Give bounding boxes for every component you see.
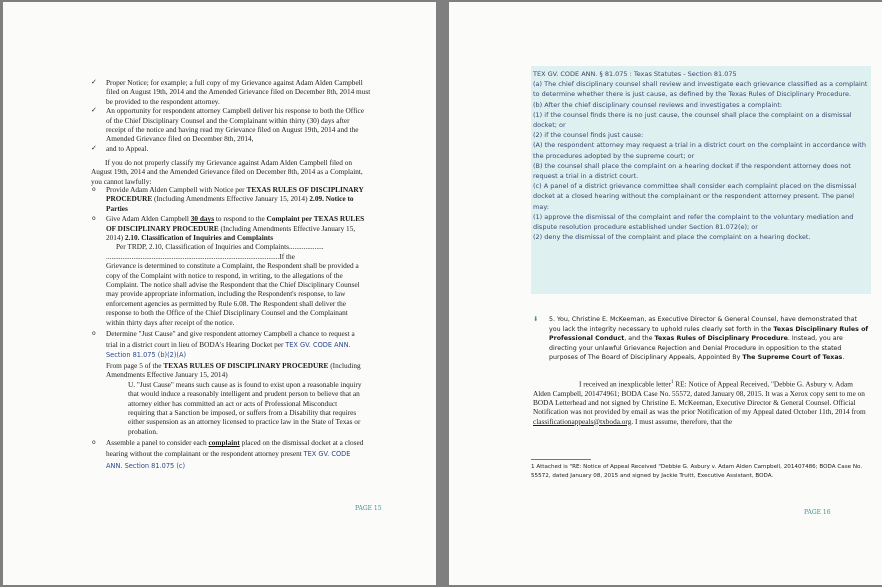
page-16 xyxy=(449,2,882,585)
check-item: ✓ An opportunity for respondent attorney Campbell deliver his response to both the Office of the Chief Disciplinary Counsel and the Complainant within thirty (30) days after receipt of the notice and having read my Grievance filed on August 19th, 2014 and the Amended Grievance filed on December 8th, 2014, xyxy=(91,106,365,144)
bullet-item: o Assemble a panel to consider each complaint placed on the dismissal docket at a closed hearing without the complainant or the respondent attorney present TEX GV. CODE ANN. Section 81.075 (c) xyxy=(92,438,364,471)
bullet-item: o Provide Adam Alden Campbell with Notice per TEXAS RULES OF DISCIPLINARY PROCEDURE (Including Amendments Effective January 15, 2014) 2.09. Notice to Parties xyxy=(92,185,364,213)
circle-bullet-icon: o xyxy=(92,186,96,193)
check-icon: ✓ xyxy=(91,143,97,152)
check-icon: ✓ xyxy=(91,78,97,86)
page-number: PAGE 16 xyxy=(804,509,831,516)
check-list xyxy=(91,78,371,153)
letter-paragraph: I received an inexplicable letter$^1$ RE: Notice of Appeal Received, "Debbie G. Asbury v. Adam Alden Campbell, 201474961; BODA Case No. 55572, dated January 08, 2015. It was a Xerox copy sent to me on BODA Letterhead and not signed by Christine E. McKeeman, Executive Director & General Counsel. Official Notification was not provided by email as was the prior Notification of my Appeal dated October 11th, 2014 from classificationappeals@txboda.org. I must assume, therefore, that the xyxy=(533,379,866,426)
page-15 xyxy=(3,2,436,585)
bullet-item: o Determine "Just Cause" and give respondent attorney Campbell a chance to request a trial in a district court in lieu of BODA's Hearing Docket per TEX GV. CODE ANN. Section 81.075 (b)(2)(A) From page 5 of the TEXAS RULES OF DISCIPLINARY PROCEDURE (Including Amendments Effective January 15, 2014) U. "Just Cause" means such cause as is found to exist upon a reasonable inquiry that would induce a reasonably intelligent and prudent person to believe that an attorney either has committed an act or acts of Professional Misconduct requiring that a Sanction be imposed, or suffers from a Disability that requires either suspension as an attorney licensed to practice law in the State of Texas or probation. xyxy=(92,329,362,436)
bullet-item: o Give Adam Alden Campbell 30 days to respond to the Complaint per TEXAS RULES OF DISCIPLINARY PROCEDURE (Including Amendments Effective January 15, 2014) 2.10. Classification of Inquiries and Complaints Per TRDP, 2.10, Classification of Inquiries and Complaints................... ...............................................................................................If the Grievance is determined to constitute a Complaint, the Respondent shall be provided a copy of the Complaint with notice to respond, in writing, to the allegations of the Complaint. The notice shall advise the Respondent that the Chief Disciplinary Counsel may provide appropriate information, including the Respondent's response, to law enforcement agencies as permitted by Rule 6.08. The Respondent shall deliver the response to both the Office of the Chief Disciplinary Counsel and the Complainant within thirty days after receipt of the notice. xyxy=(92,214,365,327)
circle-bullet-icon: o xyxy=(92,215,96,223)
page-number: PAGE 15 xyxy=(355,505,382,512)
item-5: ⬇ 5. You, Christine E. McKeeman, as Executive Director & General Counsel, have demonstrated that you lack the integrity necessary to uphold rules clearly set forth in the Texas Disciplinary Rules of Professional Conduct, and the Texas Rules of Disciplinary Procedure. Instead, you are directing your unlawful Grievance Rejection and Denial Procedure in opposition to the stated purposes of The Board of Disciplinary Appeals, Appointed By The Supreme Court of Texas. xyxy=(533,316,869,362)
circle-bullet-icon: o xyxy=(92,439,96,447)
arrow-bullet-icon: ⬇ xyxy=(533,316,539,323)
footnote-rule xyxy=(531,459,591,460)
email-link[interactable]: classificationappeals@txboda.org xyxy=(533,416,632,426)
statute-box: TEX GV. CODE ANN. § 81.075 : Texas Statutes - Section 81.075 (a) The chief disciplinary counsel shall review and investigate each grievance classified as a complaint to determine whether there is just cause, as defined by the Texas Rules of Disciplinary Procedure. (b) After the chief disciplinary counsel reviews and investigates a complaint: (1) if the counsel finds there is no just cause, the counsel shall place the complaint on a dismissal docket; or (2) if the counsel finds just cause: (A) the respondent attorney may request a trial in a district court on the complaint in accordance with the procedures adopted by the supreme court; or (B) the counsel shall place the complaint on a hearing docket if the respondent attorney does not request a trial in a district court. (c) A panel of a district grievance committee shall consider each complaint placed on the dismissal docket at a closed hearing without the complainant or the respondent attorney present. The panel may: (1) approve the dismissal of the complaint and refer the complaint to the voluntary mediation and dispute resolution procedure established under Section 81.072(e); or (2) deny the dismissal of the complaint and place the complaint on a hearing docket. xyxy=(531,66,871,294)
check-item: ✓ Proper Notice; for example; a full copy of my Grievance against Adam Alden Campbell filed on August 19th, 2014 and the Amended Grievance filed on December 8th, 2014 must be provided to the respondent attorney. xyxy=(91,78,371,106)
intro-paragraph: If you do not properly classify my Grievance against Adam Alden Campbell filed on August 19th, 2014 and the Amended Grievance filed on December 8th, 2014 as a Complaint, you cannot lawfully: xyxy=(91,158,363,186)
check-item: ✓ and to Appeal. xyxy=(91,143,149,153)
footnote: 1 Attached is "RE: Notice of Appeal Received "Debbie G. Asbury v. Adam Alden Campbell, 201407486; BODA Case No. 55572, dated January 08, 2015 and signed by Jackie Truitt, Executive Assistant, BODA. xyxy=(531,464,863,479)
bullet-list xyxy=(91,185,365,472)
circle-bullet-icon: o xyxy=(92,330,96,338)
check-icon: ✓ xyxy=(91,106,97,115)
